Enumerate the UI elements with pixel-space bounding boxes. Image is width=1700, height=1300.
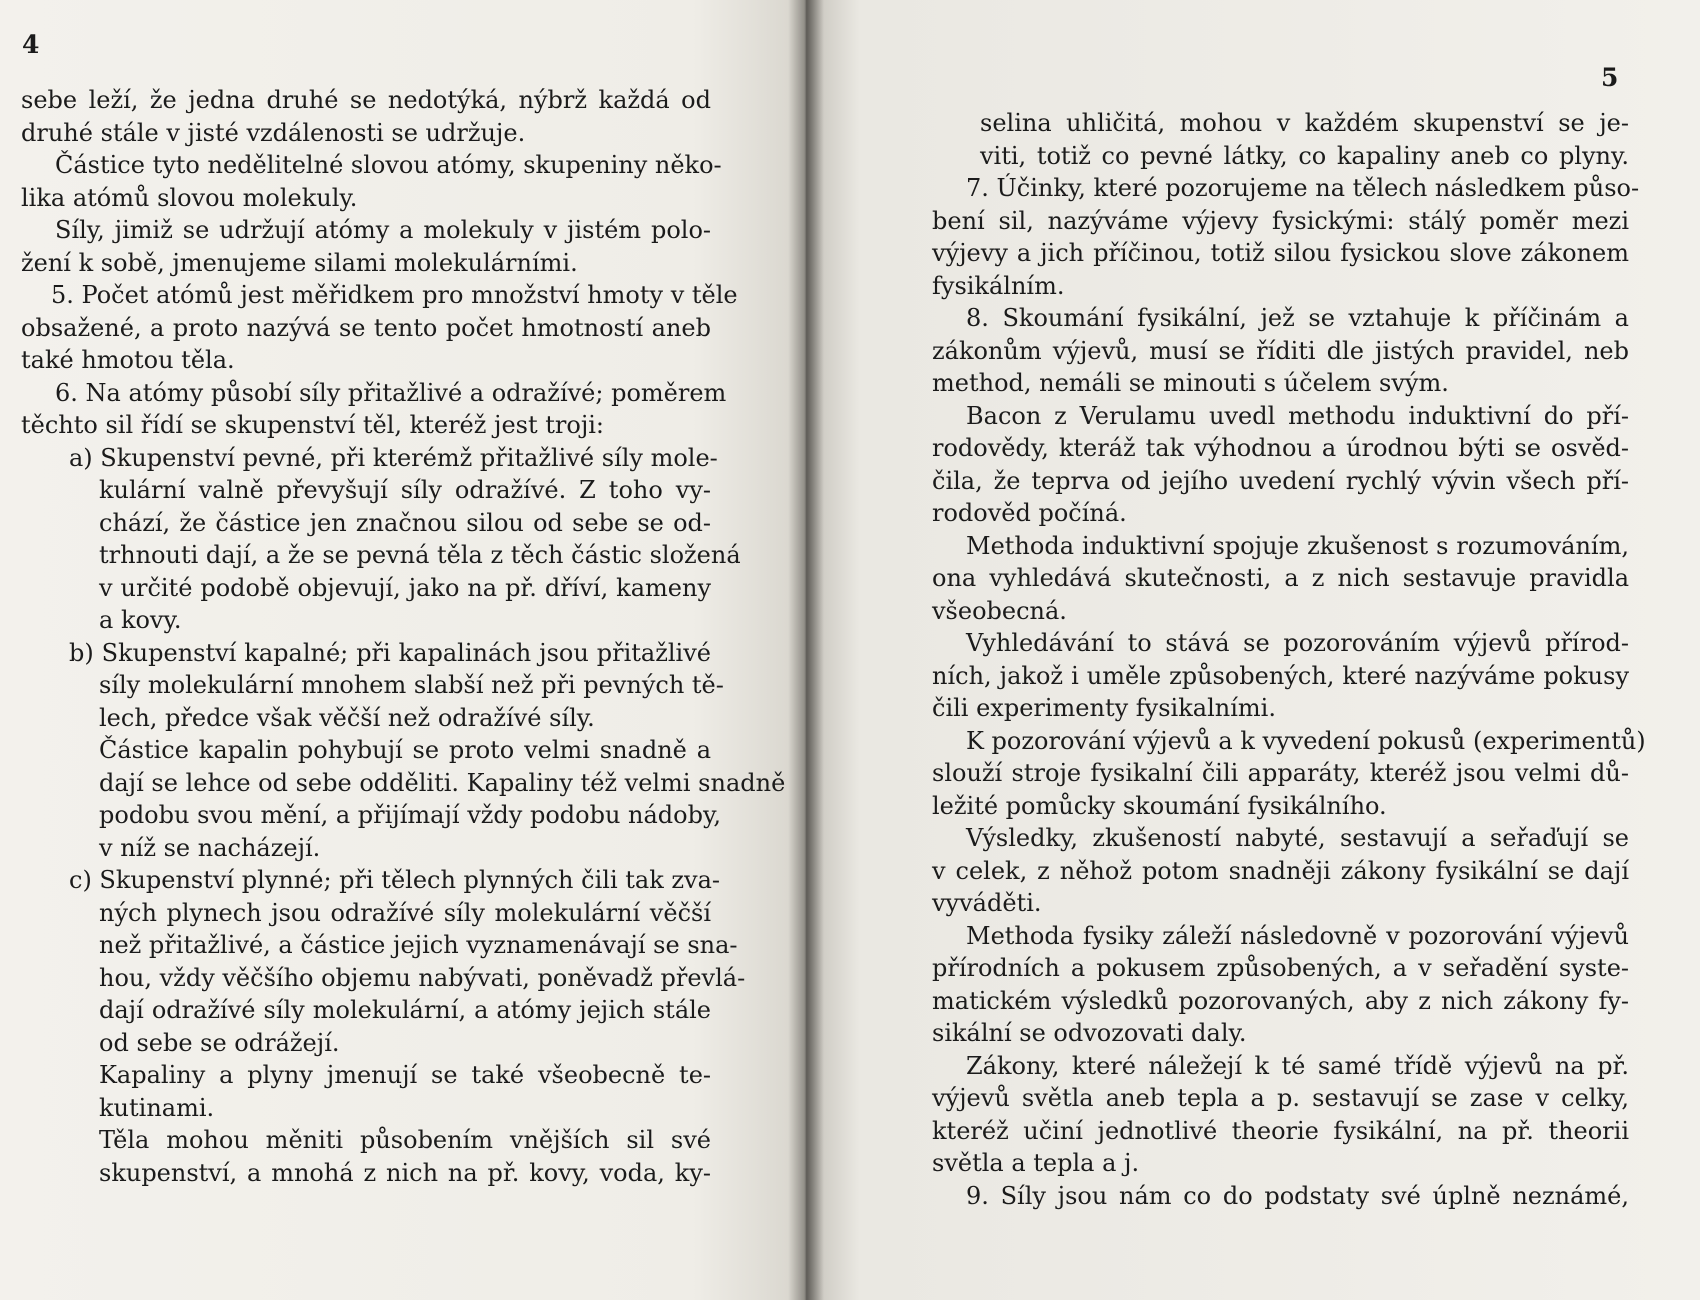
text-line: a kovy.: [99, 606, 182, 634]
text-line: skupenství, a mnohá z nich na př. kovy, voda, ky-: [99, 1158, 711, 1187]
text-line: Těla mohou měniti působením vnějších sil své: [99, 1126, 711, 1154]
text-line: Výsledky, zkušeností nabyté, sestavují a seřaďují se: [966, 824, 1629, 852]
text-line: 8. Skoumání fysikální, jež se vztahuje k příčinám a: [966, 304, 1629, 332]
text-line: 5. Počet atómů jest měřidkem pro množství hmoty v těle: [51, 281, 738, 309]
text-line: lech, předce však věčší než odražívé síly.: [99, 703, 595, 732]
text-line: K pozorování výjevů a k vyvedení pokusů (experimentů): [966, 726, 1646, 755]
text-line: žení k sobě, jmenujeme silami molekulárními.: [21, 248, 578, 277]
text-line: sikální se odvozovati daly.: [932, 1019, 1247, 1047]
text-line: trhnouti dají, a že se pevná těla z těch částic složená: [99, 541, 741, 569]
text-line: Částice kapalin pohybují se proto velmi snadně a: [99, 736, 711, 764]
text-line: Zákony, které náležejí k té samé třídě výjevů na př.: [966, 1051, 1629, 1080]
text-line: matickém výsledků pozorovaných, aby z nich zákony fy-: [932, 986, 1629, 1015]
text-line: ních, jakož i uměle způsobených, které nazýváme pokusy: [932, 661, 1629, 690]
text-line: Methoda fysiky záleží následovně v pozorování výjevů: [966, 921, 1629, 950]
text-line: kteréž učiní jednotlivé theorie fysikální, na př. theorii: [932, 1116, 1629, 1145]
text-line: obsažené, a proto nazývá se tento počet hmotností aneb: [21, 313, 711, 342]
text-line: síly molekulární mnohem slabší než při pevných tě-: [99, 671, 724, 699]
text-line: ona vyhledává skutečnosti, a z nich sestavuje pravidla: [932, 564, 1629, 592]
text-line: přírodních a pokusem způsobených, a v seřadění syste-: [932, 954, 1629, 982]
text-line: všeobecná.: [932, 596, 1067, 625]
text-line: chází, že částice jen značnou silou od sebe se od-: [99, 508, 711, 537]
text-line: Bacon z Verulamu uvedl methodu induktivní do pří-: [966, 401, 1629, 430]
text-line: také hmotou těla.: [21, 346, 235, 374]
text-line: sebe leží, že jedna druhé se nedotýká, nýbrž každá od: [21, 86, 711, 114]
text-line: bení sil, nazýváme výjevy fysickými: stálý poměr mezi: [932, 206, 1629, 235]
text-line: světla a tepla a j.: [932, 1149, 1140, 1177]
text-line: b) Skupenství kapalné; při kapalinách jsou přitažlivé: [69, 638, 711, 667]
text-line: rodovědy, kteráž tak výhodnou a úrodnou býti se osvěd-: [932, 434, 1629, 462]
text-line: 7. Účinky, které pozorujeme na tělech následkem půso-: [966, 174, 1640, 202]
text-line: Síly, jimiž se udržují atómy a molekuly v jistém polo-: [55, 216, 711, 244]
text-line: selina uhličitá, mohou v každém skupenství se je-: [980, 109, 1629, 137]
text-line: c) Skupenství plynné; při tělech plynných čili tak zva-: [69, 866, 720, 894]
text-line: rodověd počíná.: [932, 499, 1127, 527]
text-line: hou, vždy věčšího objemu nabývati, poněvadž převlá-: [99, 963, 746, 992]
text-line: slouží stroje fysikalní čili apparáty, kteréž jsou velmi dů-: [932, 759, 1629, 787]
text-line: čili experimenty fysikalními.: [932, 694, 1276, 722]
text-line: těchto sil řídí se skupenství těl, kteréž jest troji:: [21, 411, 605, 439]
text-line: od sebe se odrážejí.: [99, 1028, 340, 1057]
text-line: výjevů světla aneb tepla a p. sestavují se zase v celky,: [932, 1084, 1629, 1112]
text-line: ležité pomůcky skoumání fysikálního.: [932, 791, 1387, 820]
left-page: [0, 0, 806, 1300]
text-line: kutinami.: [99, 1093, 215, 1122]
book-gutter: [788, 0, 824, 1300]
text-line: v určité podobě objevují, jako na př. dříví, kameny: [99, 573, 711, 602]
text-line: lika atómů slovou molekuly.: [21, 183, 358, 212]
text-line: podobu svou mění, a přijímají vždy podobu nádoby,: [99, 801, 721, 829]
text-line: Kapaliny a plyny jmenují se také všeobecně te-: [99, 1061, 711, 1089]
text-line: 9. Síly jsou nám co do podstaty své úplně neznámé,: [966, 1181, 1629, 1210]
text-line: zákonům výjevů, musí se říditi dle jistých pravidel, neb: [932, 336, 1629, 365]
text-line: ných plynech jsou odražívé síly molekulární věčší: [99, 898, 711, 927]
page-number-right: 5: [1601, 63, 1619, 92]
text-line: výjevy a jich příčinou, totiž silou fysickou slove zákonem: [932, 239, 1629, 267]
text-line: method, nemáli se minouti s účelem svým.: [932, 369, 1449, 397]
text-line: dají odražívé síly molekulární, a atómy jejich stále: [99, 996, 711, 1024]
text-line: vyváděti.: [932, 889, 1042, 917]
right-page: [806, 0, 1700, 1300]
text-line: Částice tyto nedělitelné slovou atómy, skupeniny něko-: [55, 151, 722, 179]
text-line: viti, totiž co pevné látky, co kapaliny aneb co plyny.: [980, 141, 1629, 170]
text-line: než přitažlivé, a částice jejich vyznamenávají se sna-: [99, 931, 738, 959]
text-line: kulární valně převyšují síly odražívé. Z toho vy-: [99, 476, 711, 504]
text-line: čila, že teprva od jejího uvedení rychlý vývin všech pří-: [932, 466, 1629, 495]
text-line: Methoda induktivní spojuje zkušenost s rozumováním,: [966, 531, 1629, 560]
page-number-left: 4: [22, 30, 40, 59]
text-line: dají se lehce od sebe odděliti. Kapaliny též velmi snadně: [99, 768, 786, 797]
text-line: v níž se nacházejí.: [99, 833, 321, 862]
text-line: Vyhledávání to stává se pozorováním výjevů přírod-: [966, 629, 1629, 657]
text-line: druhé stále v jisté vzdálenosti se udržuje.: [21, 118, 526, 147]
text-line: a) Skupenství pevné, při kterémž přitažlivé síly mole-: [69, 443, 718, 472]
left-page-text: [21, 84, 786, 1189]
text-line: v celek, z něhož potom snadněji zákony fysikální se dají: [932, 856, 1629, 885]
text-line: fysikálním.: [932, 271, 1065, 300]
right-page-text: [932, 107, 1646, 1212]
text-line: 6. Na atómy působí síly přitažlivé a odražívé; poměrem: [55, 378, 727, 407]
